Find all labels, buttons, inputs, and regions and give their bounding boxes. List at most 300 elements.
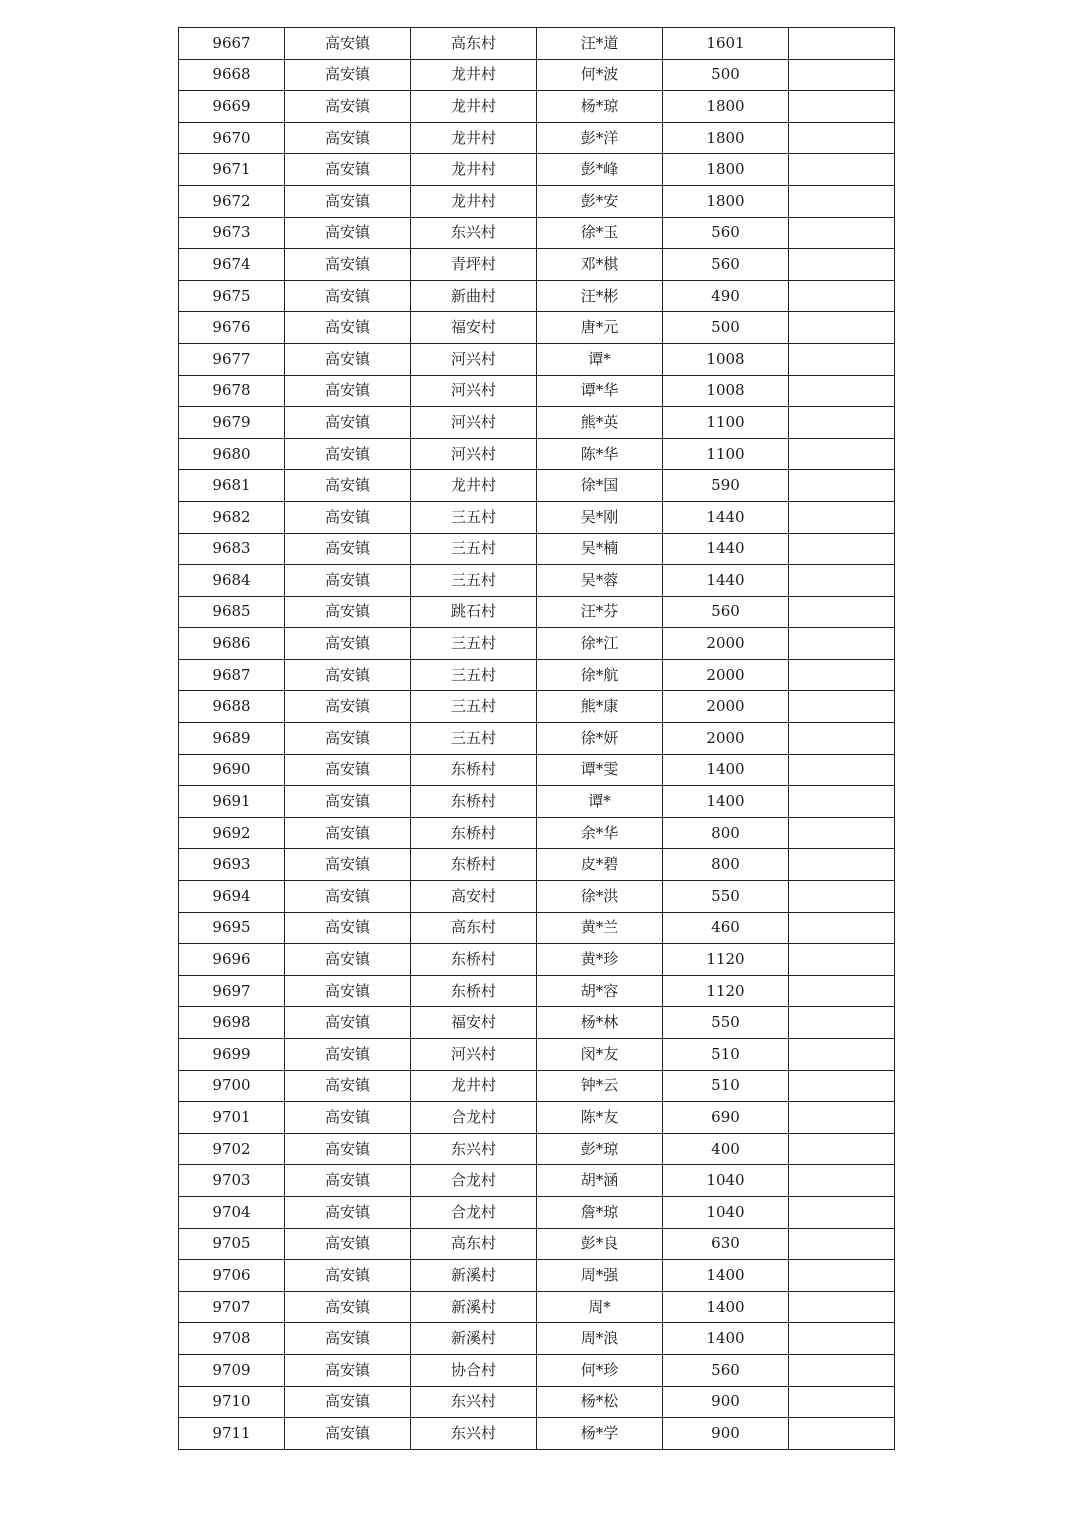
note-cell: [789, 501, 895, 533]
village-cell: 龙井村: [411, 91, 537, 123]
table-row: [179, 343, 895, 375]
town-cell: 高安镇: [285, 501, 411, 533]
note-cell: [789, 1165, 895, 1197]
name-cell: 唐*元: [537, 312, 663, 344]
village-cell: 高东村: [411, 28, 537, 60]
village-cell: 东桥村: [411, 786, 537, 818]
serial-number-cell: 9705: [179, 1228, 285, 1260]
town-cell: 高安镇: [285, 59, 411, 91]
village-cell: 高安村: [411, 881, 537, 913]
note-cell: [789, 185, 895, 217]
table-row: [179, 1354, 895, 1386]
village-cell: 高东村: [411, 1228, 537, 1260]
amount-cell: 1100: [663, 438, 789, 470]
town-cell: 高安镇: [285, 1228, 411, 1260]
town-cell: 高安镇: [285, 1070, 411, 1102]
town-cell: 高安镇: [285, 154, 411, 186]
table-row: [179, 1007, 895, 1039]
town-cell: 高安镇: [285, 786, 411, 818]
village-cell: 河兴村: [411, 375, 537, 407]
village-cell: 新曲村: [411, 280, 537, 312]
serial-number-cell: 9671: [179, 154, 285, 186]
village-cell: 新溪村: [411, 1291, 537, 1323]
table-row: [179, 91, 895, 123]
note-cell: [789, 596, 895, 628]
name-cell: 谭*雯: [537, 754, 663, 786]
village-cell: 高东村: [411, 912, 537, 944]
serial-number-cell: 9693: [179, 849, 285, 881]
village-cell: 协合村: [411, 1354, 537, 1386]
name-cell: 吴*刚: [537, 501, 663, 533]
note-cell: [789, 912, 895, 944]
amount-cell: 1008: [663, 375, 789, 407]
table-row: [179, 691, 895, 723]
amount-cell: 590: [663, 470, 789, 502]
serial-number-cell: 9684: [179, 565, 285, 597]
serial-number-cell: 9707: [179, 1291, 285, 1323]
serial-number-cell: 9699: [179, 1039, 285, 1071]
town-cell: 高安镇: [285, 881, 411, 913]
note-cell: [789, 786, 895, 818]
amount-cell: 1800: [663, 122, 789, 154]
town-cell: 高安镇: [285, 1133, 411, 1165]
records-table-body: [179, 28, 895, 1450]
amount-cell: 900: [663, 1386, 789, 1418]
serial-number-cell: 9695: [179, 912, 285, 944]
name-cell: 陈*华: [537, 438, 663, 470]
village-cell: 三五村: [411, 659, 537, 691]
table-row: [179, 501, 895, 533]
amount-cell: 1440: [663, 501, 789, 533]
table-row: [179, 817, 895, 849]
serial-number-cell: 9672: [179, 185, 285, 217]
note-cell: [789, 533, 895, 565]
village-cell: 三五村: [411, 691, 537, 723]
name-cell: 杨*学: [537, 1418, 663, 1450]
amount-cell: 1040: [663, 1196, 789, 1228]
table-row: [179, 375, 895, 407]
note-cell: [789, 691, 895, 723]
town-cell: 高安镇: [285, 944, 411, 976]
village-cell: 龙井村: [411, 185, 537, 217]
note-cell: [789, 91, 895, 123]
amount-cell: 1040: [663, 1165, 789, 1197]
name-cell: 杨*林: [537, 1007, 663, 1039]
table-row: [179, 565, 895, 597]
town-cell: 高安镇: [285, 912, 411, 944]
amount-cell: 1120: [663, 944, 789, 976]
table-row: [179, 944, 895, 976]
note-cell: [789, 849, 895, 881]
name-cell: 何*珍: [537, 1354, 663, 1386]
table-row: [179, 975, 895, 1007]
name-cell: 徐*玉: [537, 217, 663, 249]
table-row: [179, 1070, 895, 1102]
table-row: [179, 1291, 895, 1323]
village-cell: 新溪村: [411, 1323, 537, 1355]
amount-cell: 560: [663, 249, 789, 281]
serial-number-cell: 9677: [179, 343, 285, 375]
amount-cell: 1120: [663, 975, 789, 1007]
name-cell: 汪*芬: [537, 596, 663, 628]
village-cell: 福安村: [411, 1007, 537, 1039]
village-cell: 福安村: [411, 312, 537, 344]
town-cell: 高安镇: [285, 754, 411, 786]
town-cell: 高安镇: [285, 1418, 411, 1450]
amount-cell: 510: [663, 1070, 789, 1102]
amount-cell: 1440: [663, 533, 789, 565]
village-cell: 东兴村: [411, 1386, 537, 1418]
amount-cell: 2000: [663, 659, 789, 691]
serial-number-cell: 9690: [179, 754, 285, 786]
village-cell: 三五村: [411, 723, 537, 755]
serial-number-cell: 9673: [179, 217, 285, 249]
village-cell: 合龙村: [411, 1165, 537, 1197]
village-cell: 东兴村: [411, 217, 537, 249]
amount-cell: 560: [663, 217, 789, 249]
village-cell: 合龙村: [411, 1102, 537, 1134]
note-cell: [789, 1070, 895, 1102]
note-cell: [789, 154, 895, 186]
amount-cell: 900: [663, 1418, 789, 1450]
serial-number-cell: 9692: [179, 817, 285, 849]
serial-number-cell: 9674: [179, 249, 285, 281]
table-row: [179, 154, 895, 186]
table-row: [179, 1165, 895, 1197]
town-cell: 高安镇: [285, 817, 411, 849]
note-cell: [789, 1386, 895, 1418]
name-cell: 闵*友: [537, 1039, 663, 1071]
town-cell: 高安镇: [285, 1165, 411, 1197]
name-cell: 吴*楠: [537, 533, 663, 565]
serial-number-cell: 9694: [179, 881, 285, 913]
table-row: [179, 786, 895, 818]
note-cell: [789, 438, 895, 470]
village-cell: 三五村: [411, 533, 537, 565]
village-cell: 河兴村: [411, 407, 537, 439]
town-cell: 高安镇: [285, 1007, 411, 1039]
name-cell: 杨*琼: [537, 91, 663, 123]
amount-cell: 800: [663, 817, 789, 849]
name-cell: 彭*洋: [537, 122, 663, 154]
town-cell: 高安镇: [285, 375, 411, 407]
serial-number-cell: 9710: [179, 1386, 285, 1418]
serial-number-cell: 9668: [179, 59, 285, 91]
note-cell: [789, 280, 895, 312]
town-cell: 高安镇: [285, 628, 411, 660]
note-cell: [789, 312, 895, 344]
records-table: [178, 27, 895, 1450]
name-cell: 邓*棋: [537, 249, 663, 281]
town-cell: 高安镇: [285, 691, 411, 723]
amount-cell: 1100: [663, 407, 789, 439]
note-cell: [789, 28, 895, 60]
name-cell: 陈*友: [537, 1102, 663, 1134]
village-cell: 合龙村: [411, 1196, 537, 1228]
table-row: [179, 438, 895, 470]
note-cell: [789, 1291, 895, 1323]
amount-cell: 560: [663, 596, 789, 628]
serial-number-cell: 9688: [179, 691, 285, 723]
serial-number-cell: 9711: [179, 1418, 285, 1450]
serial-number-cell: 9701: [179, 1102, 285, 1134]
amount-cell: 490: [663, 280, 789, 312]
name-cell: 谭*华: [537, 375, 663, 407]
town-cell: 高安镇: [285, 1196, 411, 1228]
town-cell: 高安镇: [285, 596, 411, 628]
table-row: [179, 185, 895, 217]
name-cell: 皮*碧: [537, 849, 663, 881]
amount-cell: 1601: [663, 28, 789, 60]
village-cell: 跳石村: [411, 596, 537, 628]
amount-cell: 1008: [663, 343, 789, 375]
town-cell: 高安镇: [285, 1323, 411, 1355]
table-row: [179, 217, 895, 249]
note-cell: [789, 59, 895, 91]
table-row: [179, 280, 895, 312]
name-cell: 胡*涵: [537, 1165, 663, 1197]
town-cell: 高安镇: [285, 407, 411, 439]
amount-cell: 500: [663, 59, 789, 91]
town-cell: 高安镇: [285, 185, 411, 217]
village-cell: 东兴村: [411, 1133, 537, 1165]
serial-number-cell: 9704: [179, 1196, 285, 1228]
table-row: [179, 659, 895, 691]
town-cell: 高安镇: [285, 1039, 411, 1071]
table-row: [179, 1260, 895, 1292]
name-cell: 彭*良: [537, 1228, 663, 1260]
table-row: [179, 1323, 895, 1355]
serial-number-cell: 9680: [179, 438, 285, 470]
amount-cell: 500: [663, 312, 789, 344]
amount-cell: 1440: [663, 565, 789, 597]
table-row: [179, 470, 895, 502]
note-cell: [789, 817, 895, 849]
amount-cell: 690: [663, 1102, 789, 1134]
table-row: [179, 912, 895, 944]
town-cell: 高安镇: [285, 249, 411, 281]
village-cell: 青坪村: [411, 249, 537, 281]
table-row: [179, 596, 895, 628]
village-cell: 三五村: [411, 501, 537, 533]
note-cell: [789, 723, 895, 755]
name-cell: 余*华: [537, 817, 663, 849]
note-cell: [789, 659, 895, 691]
town-cell: 高安镇: [285, 533, 411, 565]
town-cell: 高安镇: [285, 659, 411, 691]
amount-cell: 460: [663, 912, 789, 944]
village-cell: 龙井村: [411, 122, 537, 154]
name-cell: 何*波: [537, 59, 663, 91]
table-row: [179, 1039, 895, 1071]
name-cell: 谭*: [537, 786, 663, 818]
table-row: [179, 249, 895, 281]
town-cell: 高安镇: [285, 280, 411, 312]
name-cell: 徐*国: [537, 470, 663, 502]
village-cell: 龙井村: [411, 1070, 537, 1102]
name-cell: 周*浪: [537, 1323, 663, 1355]
town-cell: 高安镇: [285, 565, 411, 597]
note-cell: [789, 249, 895, 281]
town-cell: 高安镇: [285, 91, 411, 123]
note-cell: [789, 944, 895, 976]
table-row: [179, 407, 895, 439]
table-row: [179, 122, 895, 154]
village-cell: 龙井村: [411, 59, 537, 91]
serial-number-cell: 9679: [179, 407, 285, 439]
amount-cell: 550: [663, 1007, 789, 1039]
town-cell: 高安镇: [285, 975, 411, 1007]
serial-number-cell: 9669: [179, 91, 285, 123]
town-cell: 高安镇: [285, 849, 411, 881]
serial-number-cell: 9686: [179, 628, 285, 660]
village-cell: 龙井村: [411, 154, 537, 186]
town-cell: 高安镇: [285, 1291, 411, 1323]
name-cell: 熊*康: [537, 691, 663, 723]
note-cell: [789, 1354, 895, 1386]
table-row: [179, 628, 895, 660]
name-cell: 徐*妍: [537, 723, 663, 755]
serial-number-cell: 9682: [179, 501, 285, 533]
serial-number-cell: 9691: [179, 786, 285, 818]
village-cell: 河兴村: [411, 343, 537, 375]
village-cell: 东桥村: [411, 849, 537, 881]
note-cell: [789, 343, 895, 375]
serial-number-cell: 9685: [179, 596, 285, 628]
note-cell: [789, 1260, 895, 1292]
serial-number-cell: 9700: [179, 1070, 285, 1102]
table-row: [179, 1386, 895, 1418]
name-cell: 汪*道: [537, 28, 663, 60]
amount-cell: 1400: [663, 1260, 789, 1292]
amount-cell: 1400: [663, 754, 789, 786]
note-cell: [789, 122, 895, 154]
town-cell: 高安镇: [285, 1354, 411, 1386]
serial-number-cell: 9667: [179, 28, 285, 60]
name-cell: 徐*洪: [537, 881, 663, 913]
village-cell: 三五村: [411, 628, 537, 660]
town-cell: 高安镇: [285, 343, 411, 375]
village-cell: 河兴村: [411, 1039, 537, 1071]
table-row: [179, 1196, 895, 1228]
table-row: [179, 754, 895, 786]
amount-cell: 2000: [663, 691, 789, 723]
village-cell: 河兴村: [411, 438, 537, 470]
village-cell: 东桥村: [411, 817, 537, 849]
note-cell: [789, 565, 895, 597]
serial-number-cell: 9708: [179, 1323, 285, 1355]
table-row: [179, 312, 895, 344]
name-cell: 周*: [537, 1291, 663, 1323]
table-row: [179, 1228, 895, 1260]
name-cell: 杨*松: [537, 1386, 663, 1418]
note-cell: [789, 1102, 895, 1134]
village-cell: 东桥村: [411, 754, 537, 786]
note-cell: [789, 407, 895, 439]
village-cell: 龙井村: [411, 470, 537, 502]
note-cell: [789, 881, 895, 913]
name-cell: 徐*江: [537, 628, 663, 660]
town-cell: 高安镇: [285, 1260, 411, 1292]
note-cell: [789, 1039, 895, 1071]
amount-cell: 1800: [663, 91, 789, 123]
amount-cell: 550: [663, 881, 789, 913]
amount-cell: 400: [663, 1133, 789, 1165]
note-cell: [789, 1323, 895, 1355]
town-cell: 高安镇: [285, 217, 411, 249]
serial-number-cell: 9689: [179, 723, 285, 755]
name-cell: 黄*兰: [537, 912, 663, 944]
note-cell: [789, 1133, 895, 1165]
note-cell: [789, 1007, 895, 1039]
name-cell: 吴*蓉: [537, 565, 663, 597]
town-cell: 高安镇: [285, 438, 411, 470]
serial-number-cell: 9681: [179, 470, 285, 502]
amount-cell: 1800: [663, 154, 789, 186]
table-row: [179, 881, 895, 913]
town-cell: 高安镇: [285, 1102, 411, 1134]
town-cell: 高安镇: [285, 122, 411, 154]
note-cell: [789, 1196, 895, 1228]
table-row: [179, 1133, 895, 1165]
table-row: [179, 59, 895, 91]
amount-cell: 1400: [663, 1323, 789, 1355]
serial-number-cell: 9676: [179, 312, 285, 344]
note-cell: [789, 975, 895, 1007]
name-cell: 徐*航: [537, 659, 663, 691]
serial-number-cell: 9683: [179, 533, 285, 565]
name-cell: 彭*安: [537, 185, 663, 217]
table-row: [179, 533, 895, 565]
serial-number-cell: 9670: [179, 122, 285, 154]
serial-number-cell: 9702: [179, 1133, 285, 1165]
name-cell: 谭*: [537, 343, 663, 375]
village-cell: 东桥村: [411, 944, 537, 976]
note-cell: [789, 754, 895, 786]
note-cell: [789, 1228, 895, 1260]
note-cell: [789, 470, 895, 502]
table-row: [179, 28, 895, 60]
serial-number-cell: 9706: [179, 1260, 285, 1292]
name-cell: 彭*峰: [537, 154, 663, 186]
name-cell: 熊*英: [537, 407, 663, 439]
village-cell: 东兴村: [411, 1418, 537, 1450]
table-row: [179, 1102, 895, 1134]
town-cell: 高安镇: [285, 1386, 411, 1418]
serial-number-cell: 9696: [179, 944, 285, 976]
table-row: [179, 849, 895, 881]
amount-cell: 2000: [663, 628, 789, 660]
name-cell: 钟*云: [537, 1070, 663, 1102]
note-cell: [789, 1418, 895, 1450]
serial-number-cell: 9675: [179, 280, 285, 312]
serial-number-cell: 9697: [179, 975, 285, 1007]
town-cell: 高安镇: [285, 723, 411, 755]
table-row: [179, 723, 895, 755]
serial-number-cell: 9678: [179, 375, 285, 407]
table-row: [179, 1418, 895, 1450]
town-cell: 高安镇: [285, 312, 411, 344]
name-cell: 汪*彬: [537, 280, 663, 312]
serial-number-cell: 9687: [179, 659, 285, 691]
amount-cell: 1400: [663, 786, 789, 818]
amount-cell: 1800: [663, 185, 789, 217]
village-cell: 东桥村: [411, 975, 537, 1007]
amount-cell: 510: [663, 1039, 789, 1071]
amount-cell: 2000: [663, 723, 789, 755]
amount-cell: 800: [663, 849, 789, 881]
town-cell: 高安镇: [285, 28, 411, 60]
